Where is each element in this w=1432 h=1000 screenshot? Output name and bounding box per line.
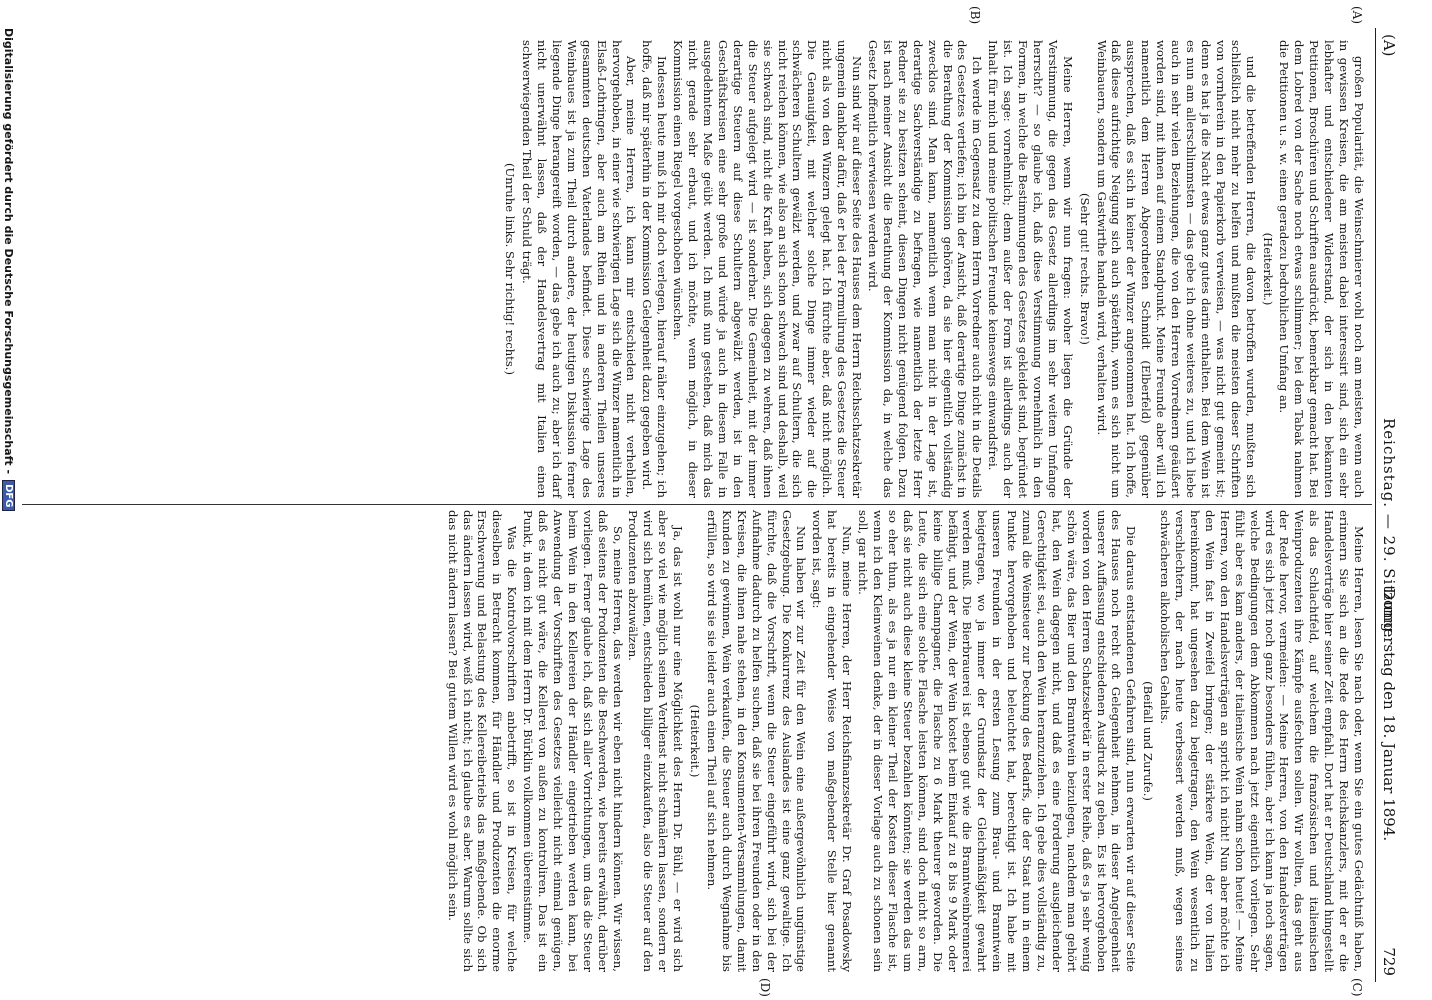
paragraph: Nun haben wir zur Zeit für den Wein eine außergewöhnlich ungünstige Gesetzgebung. Die Konkurrenz des Auslandes ist eine ganz gewaltige. Ich fürchte, daß die Vorschrift, wenn die Steuer eingeführt wird, sich bei der Aufnahme dadurch zu helfen suchen, daß sie bei ihren Freunden oder in den Kreisen, die ihnen nahe stehen, in den Konsumenten-Versammlungen, damit Kunden zu gewinnen, Wein verkaufen, die Steuer auch durch Wegnahme bis erfüllen, so wird sie sie leider auch einen Theil auf sich nehmen. — [705, 510, 809, 972]
stage-direction: (Heiterkeit.) — [688, 704, 703, 778]
paragraph: Indessen heute muß ich mir doch verlegen, hierauf näher einzugehen; ich hoffe, daß mir späterhin in der Kommission Gelegenheit dazu gegeben wird. — [640, 40, 670, 498]
paragraph: Nun, meine Herren, der Herr Reichsfinanzsekretär Dr. Graf Posadowsky hat bereits in eingehender Weise von maßgebender Stelle hier genannt worden ist, sagt: — [810, 510, 855, 972]
paragraph: Nun sind wir auf dieser Seite des Hauses dem Herrn Reichsschatzsekretär ungemein dankbar dafür, daß er bei der Formulirung des Gesetzes die Steuer nicht als von den Winzern gelegt hat. Ich fürchte aber, daß nicht möglich. Die Genauigkeit, mit welcher solche Dinge immer wieder auf die schwächeren Schultern gewälzt werden, und zwar auf Schultern, die sich nicht reichen können, wie also an sich schon schwach sind und deshalb, weil sie schwach sind, nicht die Kraft haben, sich dagegen zu wehren, daß ihnen die Steuer aufgelegt wird — ist sonderbar. Die Gemeinheit, mit der immer derartige Steuern auf diese Schultern abgewälzt werden, ist in den Geschäftskreisen eine sehr große und würde ja auch in diesem Falle in ausgedehntem Maße geübt werden. Ich muß nun gestehen, daß mich das nicht gerade sehr erbaut, und ich möchte, wenn möglich, in dieser Kommission einen Riegel vorgeschoben wünschen. — [671, 40, 865, 498]
margin-mark-a: (A) — [1350, 6, 1364, 25]
margin-mark-c: (C) — [1350, 978, 1364, 997]
paragraph: Meine Herren, lesen Sie nach oder, wenn Sie ein gutes Gedächtniß haben, erinnern Sie sich an die Rede des Herrn Reichskanzlers, mit der er die Handelsverträge hier seiner Zeit empfahl. Dort hat er Deutschland hingestellt als das Schlachtfeld, auf welchem die französischen und italienischen Weinproduzenten ihre Kämpfe ausfechten sollen. Wir wollten, das geht aus der Rede hervor, vermeiden: — Meine Herren, von den Handelsverträgen wird es sich jetzt noch ganz besonders fühlen, aber ich kann ja noch sagen, welche Bedingungen dem Abkommen nach jetzt eigentlich vorliegen. Sehr fühlt aber es kam anders, der italienische Wein nahm schon heute! — Meine Herren, von den Handelsverträgen an spricht ich nicht! Nun aber möchte ich den Wein fast in Zweifel bringen; der stärkere Wein, der von Italien hereinkommt, hat ungesehen dazu beigetragen, den Wein wesentlich zu verschlechtern, der nach heute verbessert werden muß, wegen seines schwächeren alkoholischen Gehalts. — [1158, 510, 1366, 972]
paragraph: Ich werde im Gegensatz zu dem Herrn Vorredner auch nicht in die Details des Gesetzes vertiefen; ich bin der Ansicht, daß derartige Dinge zunächst in die Berathung der Kommission gehören, da sie hier eigentlich vollständig zwecklos sind. Man kann, namentlich wenn man nicht in der Lage ist, derartige Sachverständige zu befragen, wie namentlich der letzte Herr Redner sie zu besitzen scheint, diesen Dingen nicht genügend folgen. Dazu ist nach meiner Ansicht die Berathung der Kommission da, in welche das Gesetz hoffentlich verwiesen werden wird. — [866, 40, 985, 498]
text-column-left — [500, 40, 1366, 498]
paragraph: Meine Herren, wenn wir nun fragen: woher liegen die Gründe der Verstimmung, die gegen das Gesetz allerdings im sehr weitem Umfange herrscht? — so glaube ich, daß diese Verstimmung vornehmlich in den Formen, in welche die Bestimmungen des Gesetzes gekleidet sind, begründet ist. Ich sage: vornehmlich; denn außer der Form ist allerdings auch der Inhalt für mich und meine politischen Freunde keineswegs einwandsfrei. — [986, 40, 1075, 498]
stage-direction: (Unruhe links. Sehr richtig! rechts.) — [503, 162, 518, 376]
margin-mark-d: (D) — [758, 978, 772, 997]
paragraph: großen Popularität, die Weinschmierer wohl noch am meisten, wenn auch in gewissen Kreisen, die am meisten dabei interessirt sind, sich ein sehr lebhafter und entschiedener Widerstand, der sich in den bekannten Petitionen, Broschüren und Schriften ausdrückt, bemerkbar gemacht hat. Bei dem Lobred von der Sache noch etwas schlimmer; bei dem Tabak nahmen die Petitionen u. s. w. einen geradezu bedrohlichen Umfang an. — [1277, 40, 1366, 498]
page-header — [1375, 28, 1400, 982]
stage-direction: (Sehr gut! rechts. Bravo!) — [1077, 193, 1092, 345]
header-left: (A) — [1380, 34, 1398, 57]
digitization-footer — [2, 28, 16, 511]
paragraph: Die daraus entstandenen Gefahren sind, nun erwarten wir auf dieser Seite des Hauses noch recht oft Gelegenheit nehmen, in dieser Angelegenheit unserer Auffassung entschiedenen Ausdruck zu geben. Es ist hervorgehoben worden von den Herren Schatzsekretär in erster Reihe, daß es ja sehr wenig schön wäre, das Bier und den Branntwein beizulegen, nachdem man gehört hat, den Wein dagegen nicht, und daß es eine Forderung ausgleichender Gerechtigkeit sei, auch den Wein heranzuziehen. Ich gebe dies vollständig zu, zumal die Weinsteuer zur Deckung des Bedarfs, die der Staat nun in einem Punkte hervorgehoben und beleuchtet hat, berechtigt ist. Ich habe mit unseren Freunden in der ersten Lesung zum Brau- und Branntwein beigetragen, wo ja immer der Grundsatz der Gleichmäßigkeit gewahrt werden muß. Die Bierbrauerei ist ebenso gut wie die Branntweinbrennerei befähigt, und der Wein, der Wein kostet beim Einkauf zu 8 bis 9 Mark oder keine billige Champagner, die Flasche zu 6 Mark theurer geworden. Die Leute, die sich eine solche Flasche leisten können, sind doch nicht so arm, daß sie nicht auch diese kleine Steuer bezahlen könnten; sie werden das um so eher thun, als es ja nur ein kleiner Theil der Kosten dieser Flasche ist, wenn ich den Kleinweinen denke, der in dieser Vorlage auch zu schonen sein soll, gar nicht. — [856, 510, 1139, 972]
page-number: 729 — [1380, 947, 1398, 976]
stage-direction: (Heiterkeit.) — [1260, 232, 1275, 306]
footer-text: Digitalisierung gefördert durch die Deutsche Forschungsgemeinschaft - — [2, 28, 16, 475]
text-column-right — [444, 510, 1366, 972]
paragraph: Ja, das ist wohl nur eine Möglichkeit des Herrn Dr. Bühl, — er wird sich aber so viel wie möglich seinen Verdienst nicht schmälern lassen, sondern er wird sich bemühen, entschieden billiger einzukaufen, also die Steuer auf den Produzenten abzuwälzen. — [626, 510, 686, 972]
paragraph: und die betreffenden Herren, die davon betroffen wurden, mußten sich schließlich nicht mehr zu helfen und mußten die meisten dieser Schriften von vornherein in den Papierkorb verweisen, — was nicht gut gemeint ist; denn es hat ja die Nacht etwas ganz gutes darin enthalten. Bei dem Wein ist es nun am allerschlimmsten — das gebe ich ohne weiteres zu, und ich liebe auch in sehr vielen Beziehungen, die von den Herren Vorrednern geäußert worden sind, mit ihnen auf einem Standpunkt. Meine Freunde aber will ich namentlich dem Herren Abgeordneten Schmidt (Elberfeld) gegenüber aussprechen, daß es sich in keiner der Winzer angenommen hat. Ich hoffe, daß diese aufrichtige Neigung sich auch späterhin, wenn es sich nicht um Weinbauern, sondern um Gastwirthe handeln wird, verhalten wird. — [1094, 40, 1258, 498]
stage-direction: (Beifall und Zurufe.) — [1141, 681, 1156, 801]
header-title: Reichstag. — 29. Sitzung. — [1380, 418, 1398, 639]
paragraph: Aber, meine Herren, ich kann mir entschieden nicht verhehlen, hervorgehoben, in einer wie schwierigen Lage sich die Winzer namentlich in Elsaß-Lothringen, aber auch am Rhein und in anderen Theilen unseres gesammten deutschen Vaterlandes befindet. Diese schwierige Lage des Weinbaues ist ja zum Theil durch andere, der heutigen Diskussion ferner liegende Dinge herangereift worden, — das gebe ich auch zu; aber ich darf nicht unerwähnt lassen, daß der Handelsvertrag mit Italien einen schwerwiegenden Theil der Schuld trägt. — [520, 40, 639, 498]
paragraph: Was die Kontrolvorschriften anbetrifft, so ist in Kreisen, für welche dieselben in Betracht kommen, für Händler und Produzenten die enorme Erschwerung und Belastung des Kellereibetriebs das maßgebende. Ob sich das ändern lassen wird, weiß ich nicht; ich glaube es aber. Warum sollte sich das nicht ändern lassen? Bei gutem Willen wird es wohl möglich sein. — [445, 510, 520, 972]
paragraph: So, meine Herren, das werden wir eben nicht hindern können. Wir wissen, daß seitens der Produzenten die Beschwerden, wie bereits erwähnt, darüber vorliegen. Ferner glaube ich, daß sich aller Vorrichtungen, um das die Steuer beim Wein in den Kellereien der Händler eingetrieben werden kann, bei Anwendung der Vorschriften des Gesetzes vielleicht nicht einmal genügen, daß es nicht gut wäre, die Kellerei von außen zu kontroliren. Das ist ein Punkt, in dem ich mit dem Herrn Dr. Bürklin vollkommen übereinstimme. — [521, 510, 625, 972]
header-date: Donnerstag den 18. Januar 1894. — [1380, 588, 1398, 842]
dfg-logo: DFG — [2, 480, 15, 511]
column-divider — [22, 504, 1372, 505]
margin-mark-b: (B) — [968, 6, 982, 25]
